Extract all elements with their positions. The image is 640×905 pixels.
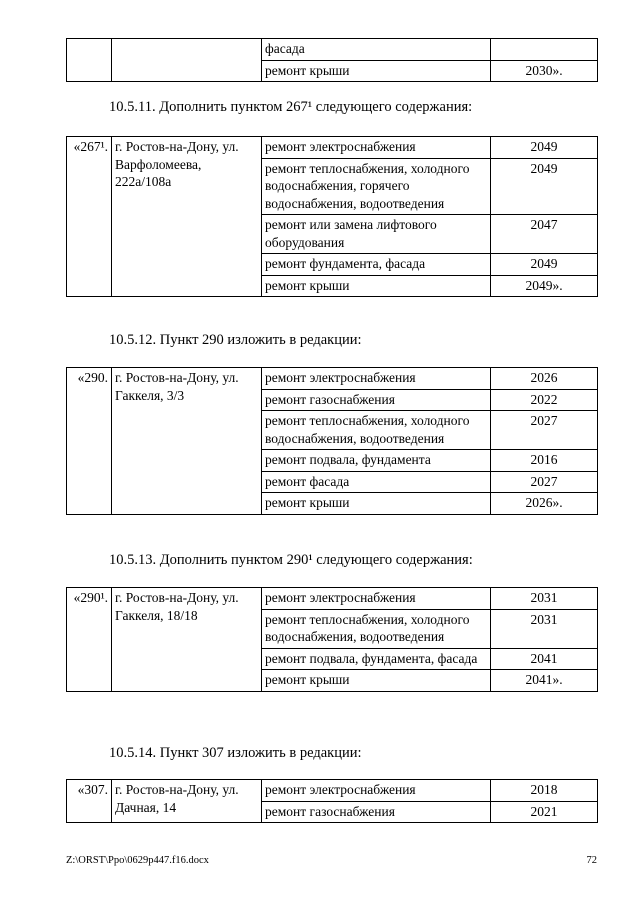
item-number: «267¹. xyxy=(67,137,112,297)
table-row xyxy=(67,137,598,159)
top-continuation-table xyxy=(66,38,598,82)
work-cell: ремонт подвала, фундамента, фасада xyxy=(262,648,491,670)
section-table xyxy=(66,587,598,692)
work-cell: ремонт фундамента, фасада xyxy=(262,254,491,276)
work-cell: ремонт крыши xyxy=(262,275,491,297)
year-cell: 2049 xyxy=(491,158,598,215)
page-number: 72 xyxy=(586,855,597,866)
table-row xyxy=(67,39,598,61)
section-heading: 10.5.13. Дополнить пунктом 290¹ следующего содержания: xyxy=(109,552,473,568)
year-cell: 2049». xyxy=(491,275,598,297)
year-cell: 2027 xyxy=(491,471,598,493)
work-cell: ремонт подвала, фундамента xyxy=(262,450,491,472)
table-row xyxy=(67,588,598,610)
work-cell: ремонт газоснабжения xyxy=(262,801,491,823)
work-cell: ремонт крыши xyxy=(262,493,491,515)
work-cell: ремонт электроснабжения xyxy=(262,588,491,610)
item-number: «290¹. xyxy=(67,588,112,692)
section-heading: 10.5.12. Пункт 290 изложить в редакции: xyxy=(109,332,362,348)
work-cell: ремонт электроснабжения xyxy=(262,780,491,802)
address-cell xyxy=(112,39,262,82)
section-heading: 10.5.14. Пункт 307 изложить в редакции: xyxy=(109,745,362,761)
section-table xyxy=(66,367,598,515)
footer-file-path: Z:\ORST\Ppo\0629p447.f16.docx xyxy=(66,855,209,866)
item-cell xyxy=(67,39,112,82)
work-cell: ремонт крыши xyxy=(262,60,491,82)
address-cell: г. Ростов-на-Дону, ул. Гаккеля, 3/3 xyxy=(112,368,262,515)
address-cell: г. Ростов-на-Дону, ул. Варфоломеева, 222а/108а xyxy=(112,137,262,297)
table-row xyxy=(67,368,598,390)
address-cell: г. Ростов-на-Дону, ул. Гаккеля, 18/18 xyxy=(112,588,262,692)
work-cell: ремонт или замена лифтового оборудования xyxy=(262,215,491,254)
section-table xyxy=(66,136,598,297)
year-cell xyxy=(491,39,598,61)
year-cell: 2049 xyxy=(491,254,598,276)
year-cell: 2041». xyxy=(491,670,598,692)
section-heading: 10.5.11. Дополнить пунктом 267¹ следующего содержания: xyxy=(109,99,473,115)
work-cell: ремонт фасада xyxy=(262,471,491,493)
work-cell: ремонт электроснабжения xyxy=(262,137,491,159)
year-cell: 2047 xyxy=(491,215,598,254)
work-cell: ремонт крыши xyxy=(262,670,491,692)
year-cell: 2021 xyxy=(491,801,598,823)
work-cell: ремонт электроснабжения xyxy=(262,368,491,390)
year-cell: 2027 xyxy=(491,411,598,450)
year-cell: 2016 xyxy=(491,450,598,472)
work-cell: ремонт теплоснабжения, холодного водоснабжения, водоотведения xyxy=(262,609,491,648)
table-row xyxy=(67,780,598,802)
year-cell: 2031 xyxy=(491,609,598,648)
year-cell: 2026 xyxy=(491,368,598,390)
year-cell: 2030». xyxy=(491,60,598,82)
year-cell: 2026». xyxy=(491,493,598,515)
work-cell: ремонт теплоснабжения, холодного водоснабжения, горячего водоснабжения, водоотведения xyxy=(262,158,491,215)
year-cell: 2049 xyxy=(491,137,598,159)
item-number: «290. xyxy=(67,368,112,515)
work-cell: фасада xyxy=(262,39,491,61)
work-cell: ремонт газоснабжения xyxy=(262,389,491,411)
year-cell: 2022 xyxy=(491,389,598,411)
address-cell: г. Ростов-на-Дону, ул. Дачная, 14 xyxy=(112,780,262,823)
year-cell: 2018 xyxy=(491,780,598,802)
year-cell: 2041 xyxy=(491,648,598,670)
year-cell: 2031 xyxy=(491,588,598,610)
section-table xyxy=(66,779,598,823)
item-number: «307. xyxy=(67,780,112,823)
work-cell: ремонт теплоснабжения, холодного водоснабжения, водоотведения xyxy=(262,411,491,450)
